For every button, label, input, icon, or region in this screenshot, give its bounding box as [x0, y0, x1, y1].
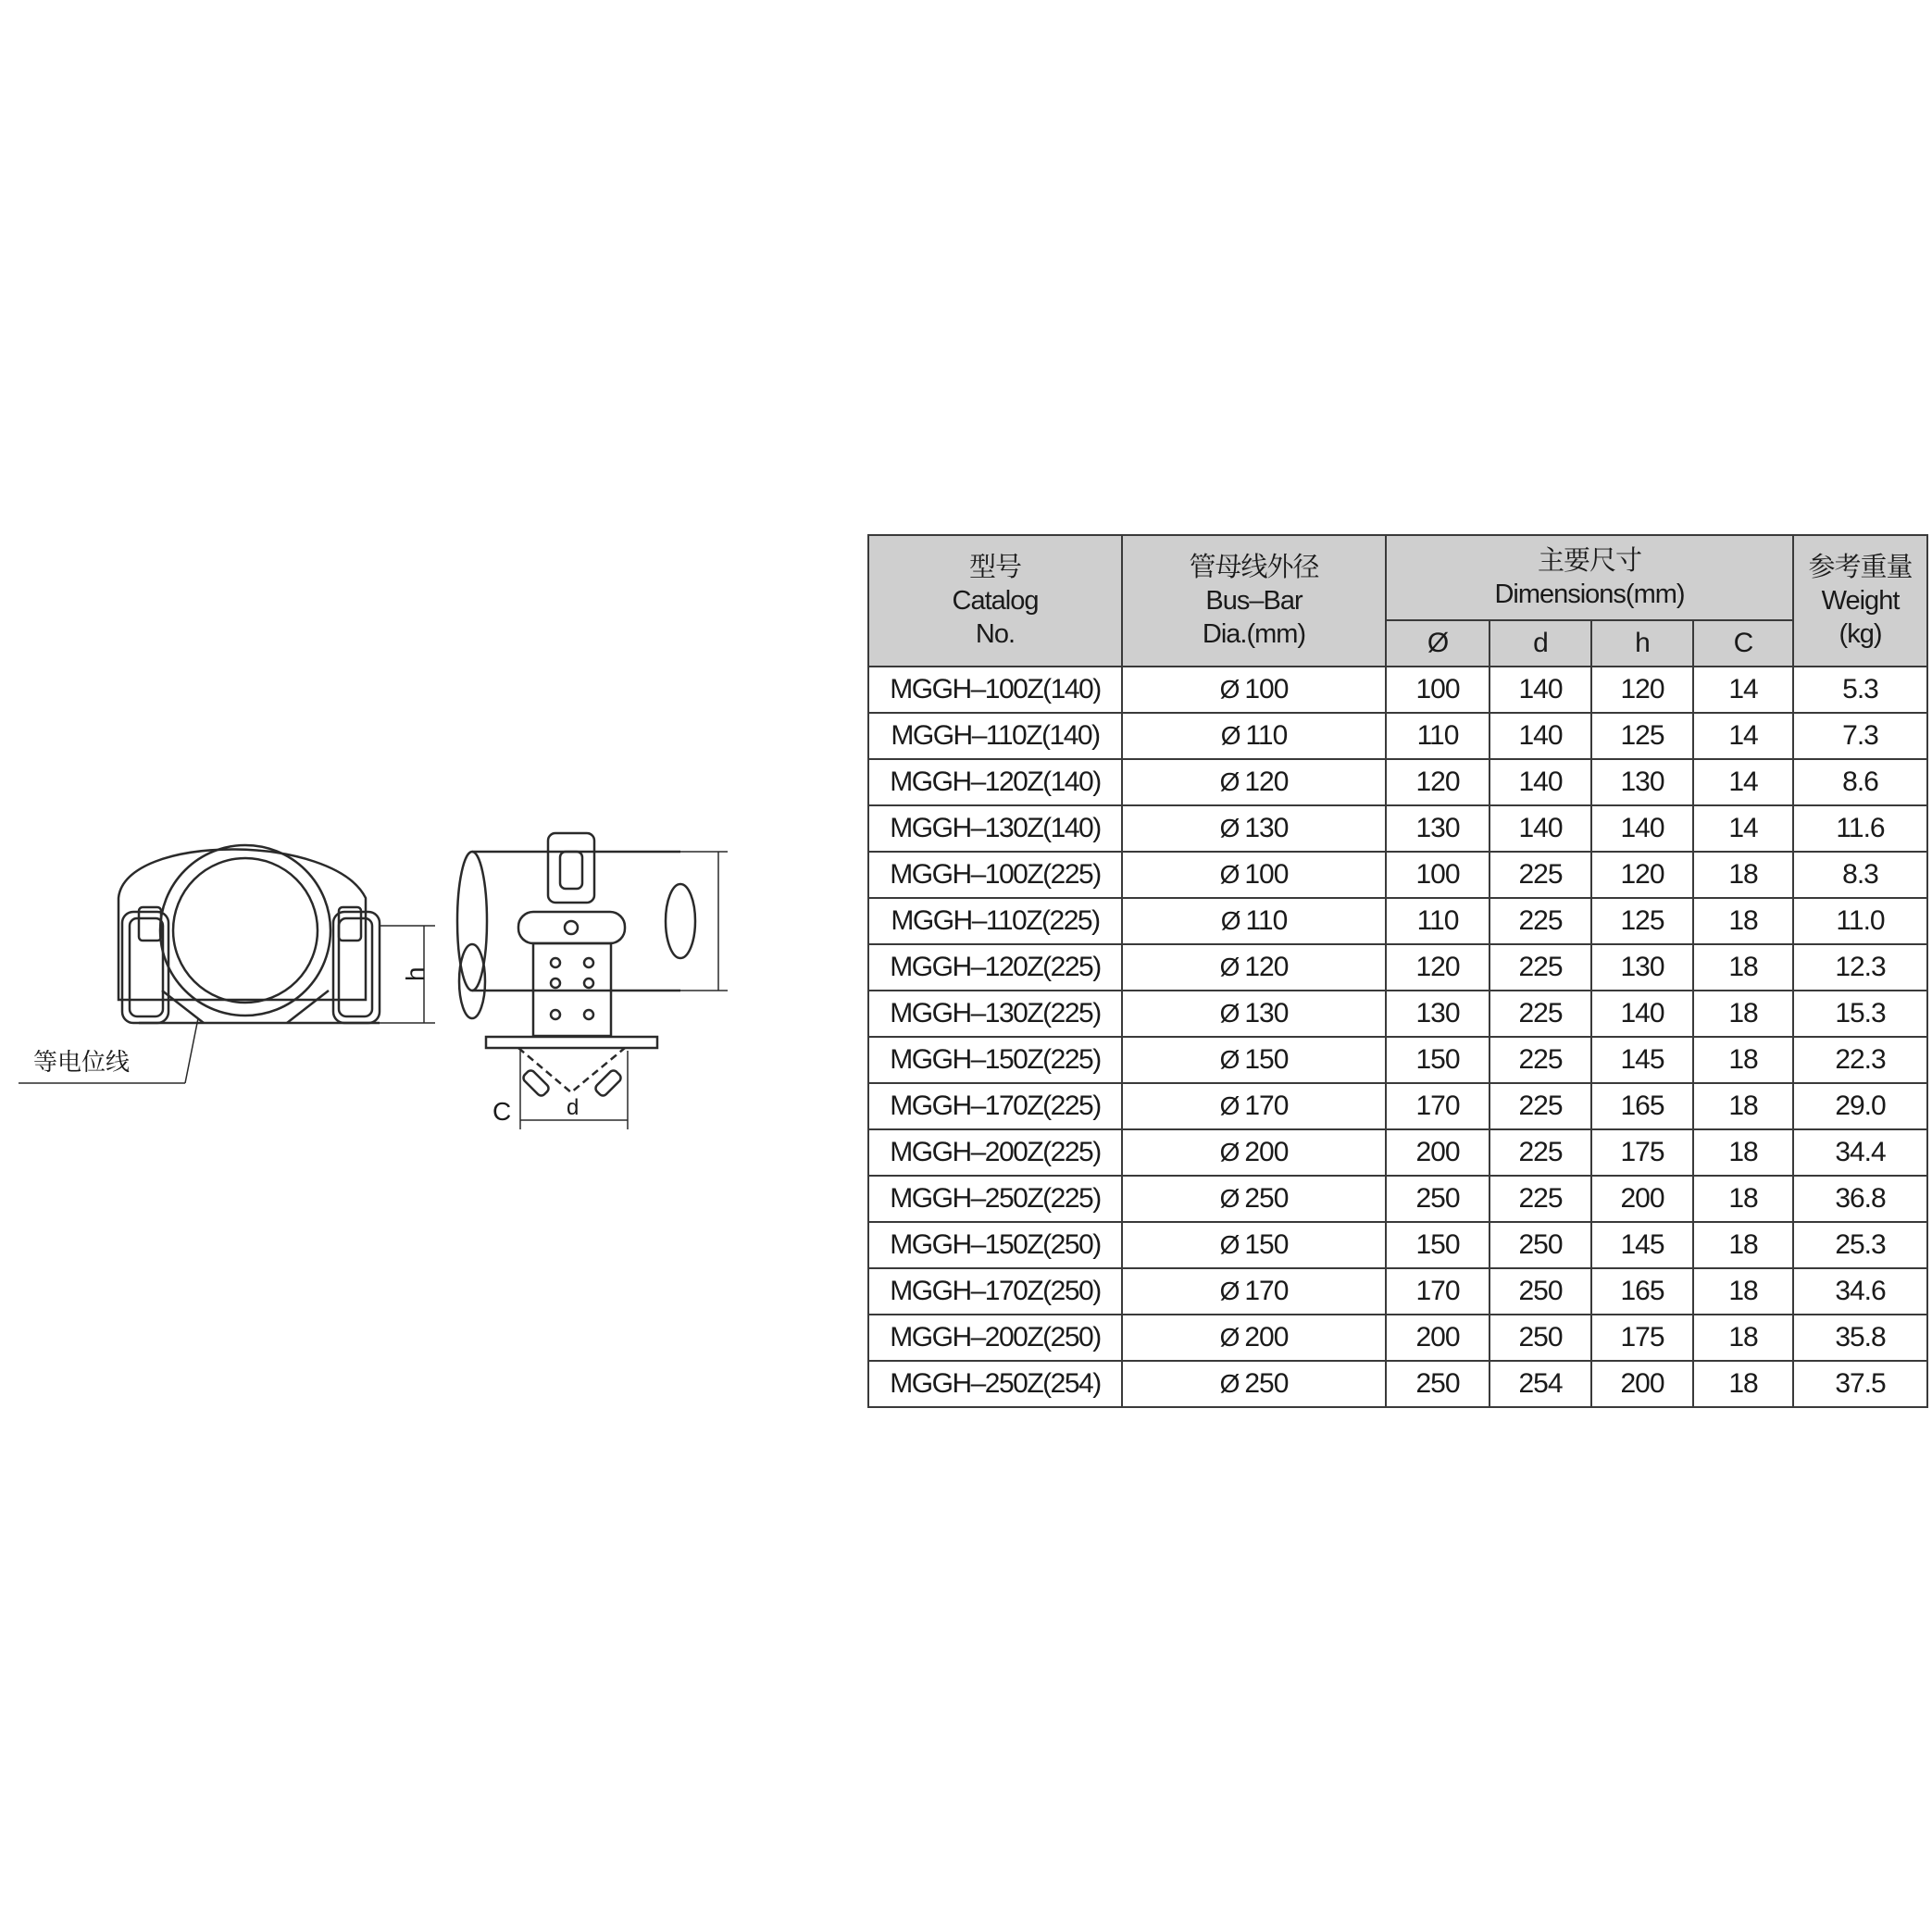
cell-busbar-dia	[1122, 944, 1386, 991]
table-row	[868, 759, 1927, 805]
cell-catalog: MGGH–250Z(254)	[868, 1361, 1122, 1407]
cell-busbar-dia	[1122, 1037, 1386, 1083]
cell-busbar-dia-value: 250	[1244, 1183, 1289, 1214]
table-row	[868, 1176, 1927, 1222]
cell-d: 225	[1490, 991, 1591, 1037]
cell-busbar-dia	[1122, 759, 1386, 805]
cell-h: 140	[1591, 991, 1693, 1037]
cell-d: 250	[1490, 1268, 1591, 1315]
cell-catalog: MGGH–120Z(140)	[868, 759, 1122, 805]
table-row	[868, 944, 1927, 991]
table-row	[868, 1037, 1927, 1083]
cell-phi: 130	[1386, 805, 1490, 852]
cell-phi: 200	[1386, 1315, 1490, 1361]
cell-phi: 170	[1386, 1268, 1490, 1315]
cell-phi: 120	[1386, 759, 1490, 805]
cell-busbar-dia-value: 200	[1244, 1137, 1289, 1167]
cell-h: 175	[1591, 1129, 1693, 1176]
cell-h: 125	[1591, 898, 1693, 944]
cell-phi: 150	[1386, 1222, 1490, 1268]
cell-busbar-dia	[1122, 805, 1386, 852]
cell-d: 225	[1490, 1037, 1591, 1083]
cell-phi: 100	[1386, 852, 1490, 898]
phi-symbol: Ø	[1219, 860, 1240, 889]
cell-catalog: MGGH–170Z(225)	[868, 1083, 1122, 1129]
cell-h: 120	[1591, 667, 1693, 713]
cell-c: 18	[1693, 1361, 1793, 1407]
phi-symbol: Ø	[1219, 1045, 1240, 1074]
cell-weight: 22.3	[1793, 1037, 1927, 1083]
cell-c: 18	[1693, 991, 1793, 1037]
cell-weight: 29.0	[1793, 1083, 1927, 1129]
dimension-d-label: d	[567, 1095, 580, 1120]
header-weight	[1793, 535, 1927, 667]
cell-catalog: MGGH–100Z(140)	[868, 667, 1122, 713]
cell-busbar-dia-value: 130	[1244, 813, 1289, 843]
cell-busbar-dia-value: 110	[1245, 720, 1288, 751]
cell-busbar-dia-value: 100	[1244, 859, 1289, 890]
header-dim-d: d	[1490, 620, 1591, 667]
cell-catalog: MGGH–110Z(225)	[868, 898, 1122, 944]
technical-drawings	[0, 815, 741, 1148]
header-catalog	[868, 535, 1122, 667]
cell-phi: 110	[1386, 898, 1490, 944]
table-row	[868, 1129, 1927, 1176]
cell-busbar-dia-value: 150	[1244, 1229, 1289, 1260]
cell-c: 18	[1693, 1268, 1793, 1315]
cell-h: 145	[1591, 1037, 1693, 1083]
cell-catalog: MGGH–200Z(225)	[868, 1129, 1122, 1176]
cell-c: 18	[1693, 1176, 1793, 1222]
cell-weight: 8.3	[1793, 852, 1927, 898]
cell-busbar-dia	[1122, 1176, 1386, 1222]
table-row	[868, 713, 1927, 759]
table-row	[868, 667, 1927, 713]
header-catalog-en1: Catalog	[952, 586, 1039, 616]
table-row	[868, 1268, 1927, 1315]
callout-equipotential-label: 等电位线	[33, 1048, 131, 1076]
cell-h: 145	[1591, 1222, 1693, 1268]
cell-weight: 37.5	[1793, 1361, 1927, 1407]
cell-h: 125	[1591, 713, 1693, 759]
cell-weight: 15.3	[1793, 991, 1927, 1037]
phi-symbol: Ø	[1219, 1369, 1240, 1398]
cell-catalog: MGGH–130Z(140)	[868, 805, 1122, 852]
cell-busbar-dia	[1122, 1083, 1386, 1129]
header-weight-en: Weight	[1821, 586, 1900, 616]
cell-busbar-dia	[1122, 1315, 1386, 1361]
cell-c: 18	[1693, 852, 1793, 898]
cell-h: 130	[1591, 944, 1693, 991]
cell-catalog: MGGH–200Z(250)	[868, 1315, 1122, 1361]
table-row	[868, 1361, 1927, 1407]
cell-c: 18	[1693, 1037, 1793, 1083]
cell-busbar-dia-value: 120	[1244, 767, 1289, 797]
cell-busbar-dia	[1122, 667, 1386, 713]
cell-c: 18	[1693, 1315, 1793, 1361]
header-busbar-en1: Bus–Bar	[1205, 586, 1303, 616]
header-dim-h: h	[1591, 620, 1693, 667]
cell-busbar-dia-value: 170	[1244, 1276, 1289, 1306]
table-row	[868, 1222, 1927, 1268]
cell-catalog: MGGH–250Z(225)	[868, 1176, 1122, 1222]
cell-h: 165	[1591, 1083, 1693, 1129]
cell-h: 130	[1591, 759, 1693, 805]
phi-symbol: Ø	[1219, 999, 1240, 1028]
cell-h: 200	[1591, 1361, 1693, 1407]
cell-busbar-dia	[1122, 991, 1386, 1037]
cell-busbar-dia	[1122, 1129, 1386, 1176]
cell-weight: 35.8	[1793, 1315, 1927, 1361]
side-view-drawing	[457, 833, 728, 1129]
cell-busbar-dia	[1122, 852, 1386, 898]
header-catalog-zh: 型号	[968, 553, 1021, 582]
cell-busbar-dia-value: 120	[1244, 952, 1289, 982]
cell-phi: 170	[1386, 1083, 1490, 1129]
cell-busbar-dia-value: 100	[1244, 674, 1289, 704]
cell-h: 175	[1591, 1315, 1693, 1361]
cell-catalog: MGGH–170Z(250)	[868, 1268, 1122, 1315]
cell-d: 225	[1490, 1083, 1591, 1129]
header-catalog-en2: No.	[975, 619, 1016, 649]
cell-phi: 250	[1386, 1361, 1490, 1407]
cell-weight: 36.8	[1793, 1176, 1927, 1222]
header-dimensions-zh: 主要尺寸	[1538, 546, 1642, 576]
phi-symbol: Ø	[1219, 675, 1240, 704]
header-weight-unit: (kg)	[1839, 619, 1882, 649]
cell-catalog: MGGH–130Z(225)	[868, 991, 1122, 1037]
header-busbar	[1122, 535, 1386, 667]
cell-catalog: MGGH–150Z(225)	[868, 1037, 1122, 1083]
header-busbar-zh: 管母线外径	[1189, 553, 1319, 582]
cell-c: 18	[1693, 944, 1793, 991]
table-row	[868, 991, 1927, 1037]
cell-c: 14	[1693, 759, 1793, 805]
cell-phi: 110	[1386, 713, 1490, 759]
phi-symbol: Ø	[1219, 1138, 1240, 1166]
cell-h: 165	[1591, 1268, 1693, 1315]
cell-h: 140	[1591, 805, 1693, 852]
table-row	[868, 1083, 1927, 1129]
phi-symbol: Ø	[1219, 1277, 1240, 1305]
cell-weight: 25.3	[1793, 1222, 1927, 1268]
cell-c: 14	[1693, 805, 1793, 852]
dimension-c-label: C	[492, 1097, 512, 1126]
phi-symbol: Ø	[1219, 1184, 1240, 1213]
header-busbar-en2: Dia.(mm)	[1202, 619, 1306, 649]
cell-busbar-dia-value: 130	[1244, 998, 1289, 1028]
phi-symbol: Ø	[1220, 906, 1240, 935]
cell-d: 225	[1490, 852, 1591, 898]
header-dim-c: C	[1693, 620, 1793, 667]
cell-phi: 150	[1386, 1037, 1490, 1083]
cell-catalog: MGGH–110Z(140)	[868, 713, 1122, 759]
phi-symbol: Ø	[1219, 767, 1240, 796]
cell-busbar-dia	[1122, 1268, 1386, 1315]
cell-d: 225	[1490, 944, 1591, 991]
cell-weight: 12.3	[1793, 944, 1927, 991]
phi-symbol: Ø	[1219, 1091, 1240, 1120]
table-row	[868, 898, 1927, 944]
header-dimensions-en: Dimensions(mm)	[1494, 580, 1685, 609]
phi-symbol: Ø	[1219, 1323, 1240, 1352]
cell-catalog: MGGH–120Z(225)	[868, 944, 1122, 991]
spec-table-body	[868, 667, 1927, 1407]
cell-d: 250	[1490, 1222, 1591, 1268]
cell-weight: 34.6	[1793, 1268, 1927, 1315]
cell-d: 225	[1490, 898, 1591, 944]
cell-d: 225	[1490, 1129, 1591, 1176]
cell-busbar-dia	[1122, 898, 1386, 944]
cell-d: 140	[1490, 759, 1591, 805]
cell-busbar-dia	[1122, 1361, 1386, 1407]
cell-busbar-dia-value: 200	[1244, 1322, 1289, 1352]
cell-weight: 7.3	[1793, 713, 1927, 759]
phi-symbol: Ø	[1219, 953, 1240, 981]
cell-h: 120	[1591, 852, 1693, 898]
header-dim-phi: Ø	[1386, 620, 1490, 667]
cell-d: 225	[1490, 1176, 1591, 1222]
cell-d: 140	[1490, 713, 1591, 759]
table-row	[868, 805, 1927, 852]
cell-d: 250	[1490, 1315, 1591, 1361]
cell-busbar-dia-value: 110	[1245, 905, 1288, 936]
header-weight-zh: 参考重量	[1808, 553, 1913, 582]
cell-phi: 100	[1386, 667, 1490, 713]
cell-d: 140	[1490, 805, 1591, 852]
cell-busbar-dia	[1122, 1222, 1386, 1268]
cell-busbar-dia-value: 170	[1244, 1091, 1289, 1121]
cell-weight: 11.6	[1793, 805, 1927, 852]
cell-phi: 120	[1386, 944, 1490, 991]
cell-c: 18	[1693, 898, 1793, 944]
cell-c: 18	[1693, 1083, 1793, 1129]
cell-phi: 200	[1386, 1129, 1490, 1176]
cell-weight: 34.4	[1793, 1129, 1927, 1176]
cell-c: 14	[1693, 667, 1793, 713]
cell-phi: 130	[1386, 991, 1490, 1037]
cell-catalog: MGGH–100Z(225)	[868, 852, 1122, 898]
dimension-h-label: h	[401, 966, 430, 981]
header-dimensions	[1386, 535, 1793, 620]
cell-weight: 8.6	[1793, 759, 1927, 805]
cell-busbar-dia-value: 150	[1244, 1044, 1289, 1075]
table-row	[868, 852, 1927, 898]
phi-symbol: Ø	[1219, 814, 1240, 842]
cell-weight: 11.0	[1793, 898, 1927, 944]
cell-busbar-dia	[1122, 713, 1386, 759]
cell-c: 14	[1693, 713, 1793, 759]
cell-phi: 250	[1386, 1176, 1490, 1222]
cell-d: 140	[1490, 667, 1591, 713]
cell-d: 254	[1490, 1361, 1591, 1407]
cell-weight: 5.3	[1793, 667, 1927, 713]
cell-c: 18	[1693, 1222, 1793, 1268]
cell-h: 200	[1591, 1176, 1693, 1222]
spec-table	[867, 534, 1928, 1408]
phi-symbol: Ø	[1219, 1230, 1240, 1259]
cell-catalog: MGGH–150Z(250)	[868, 1222, 1122, 1268]
cell-c: 18	[1693, 1129, 1793, 1176]
phi-symbol: Ø	[1220, 721, 1240, 750]
table-row	[868, 1315, 1927, 1361]
cell-busbar-dia-value: 250	[1244, 1368, 1289, 1399]
